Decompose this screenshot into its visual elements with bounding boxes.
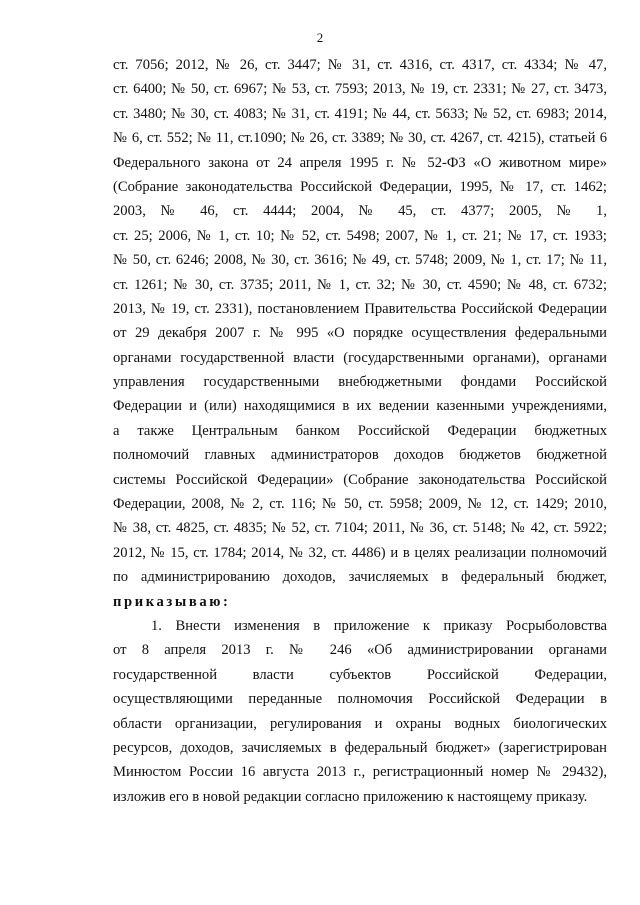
order-word: приказываю: [113, 593, 231, 610]
text-line: управления государственными внебюджетными фондами Российской [113, 374, 607, 391]
text-line: 2012, № 15, ст. 1784; 2014, № 32, ст. 4486) и в целях реализации полномочий [113, 544, 607, 561]
text-line: ресурсов, доходов, зачисляемых в федеральный бюджет» (зарегистрирован [113, 739, 607, 756]
text-line: ст. 7056; 2012, № 26, ст. 3447; № 31, ст. 4316, ст. 4317, ст. 4334; № 47, [113, 57, 607, 73]
text-line: № 38, ст. 4825, ст. 4835; № 52, ст. 7104; 2011, № 36, ст. 5148; № 42, ст. 5922; [113, 520, 607, 537]
text-line: 2003, № 46, ст. 4444; 2004, № 45, ст. 4377; 2005, № 1, [113, 203, 607, 220]
text-line: Федерального закона от 24 апреля 1995 г. № 52-ФЗ «О животном мире» [113, 154, 607, 171]
text-line: Федерации и (или) находящимися в их ведении казенными учреждениями, [113, 398, 607, 415]
text-line: ст. 1261; № 30, ст. 3735; 2011, № 1, ст. 32; № 30, ст. 4590; № 48, ст. 6732; [113, 276, 607, 293]
text-line: области организации, регулирования и охраны водных биологических [113, 715, 607, 732]
text-line: № 50, ст. 6246; 2008, № 30, ст. 3616; № 49, ст. 5748; 2009, № 1, ст. 17; № 11, [113, 252, 607, 269]
text-line: государственной власти субъектов Российской Федерации, [113, 666, 607, 683]
text-line: ст. 6400; № 50, ст. 6967; № 53, ст. 7593; 2013, № 19, ст. 2331; № 27, ст. 3473, [113, 81, 607, 98]
text-line: полномочий главных администраторов доходов бюджетов бюджетной [113, 447, 607, 464]
text-line: от 29 декабря 2007 г. № 995 «О порядке осуществления федеральными [113, 325, 607, 342]
text-line: 2013, № 19, ст. 2331), постановлением Правительства Российской Федерации [113, 300, 607, 317]
text-line: по администрированию доходов, зачисляемых в федеральный бюджет, [113, 569, 607, 586]
text-line: ст. 25; 2006, № 1, ст. 10; № 52, ст. 5498; 2007, № 1, ст. 21; № 17, ст. 1933; [113, 227, 607, 244]
text-line: от 8 апреля 2013 г. № 246 «Об администрировании органами [113, 642, 607, 659]
text-line: Федерации, 2008, № 2, ст. 116; № 50, ст. 5958; 2009, № 12, ст. 1429; 2010, [113, 496, 607, 513]
text-line: № 6, ст. 552; № 11, ст.1090; № 26, ст. 3389; № 30, ст. 4267, ст. 4215), статьей 6 [113, 130, 607, 147]
page-number: 2 [316, 30, 324, 45]
text-line: системы Российской Федерации» (Собрание законодательства Российской [113, 471, 607, 488]
text-line-last: изложив его в новой редакции согласно приложению к настоящему приказу. [113, 788, 588, 805]
clause-1-start: 1. Внести изменения в приложение к приказу Росрыболовства [151, 617, 607, 634]
text-line: ст. 3480; № 30, ст. 4083; № 31, ст. 4191; № 44, ст. 5633; № 52, ст. 6983; 2014, [113, 105, 607, 122]
text-line: Минюстом России 16 августа 2013 г., регистрационный номер № 29432), [113, 764, 607, 781]
document-body [113, 53, 607, 809]
text-line: а также Центральным банком Российской Федерации бюджетных [113, 422, 607, 439]
text-line: органами государственной власти (государственными органами), органами [113, 349, 607, 366]
text-line: (Собрание законодательства Российской Федерации, 1995, № 17, ст. 1462; [113, 178, 607, 195]
text-line: осуществляющими переданные полномочия Российской Федерации в [113, 691, 607, 708]
